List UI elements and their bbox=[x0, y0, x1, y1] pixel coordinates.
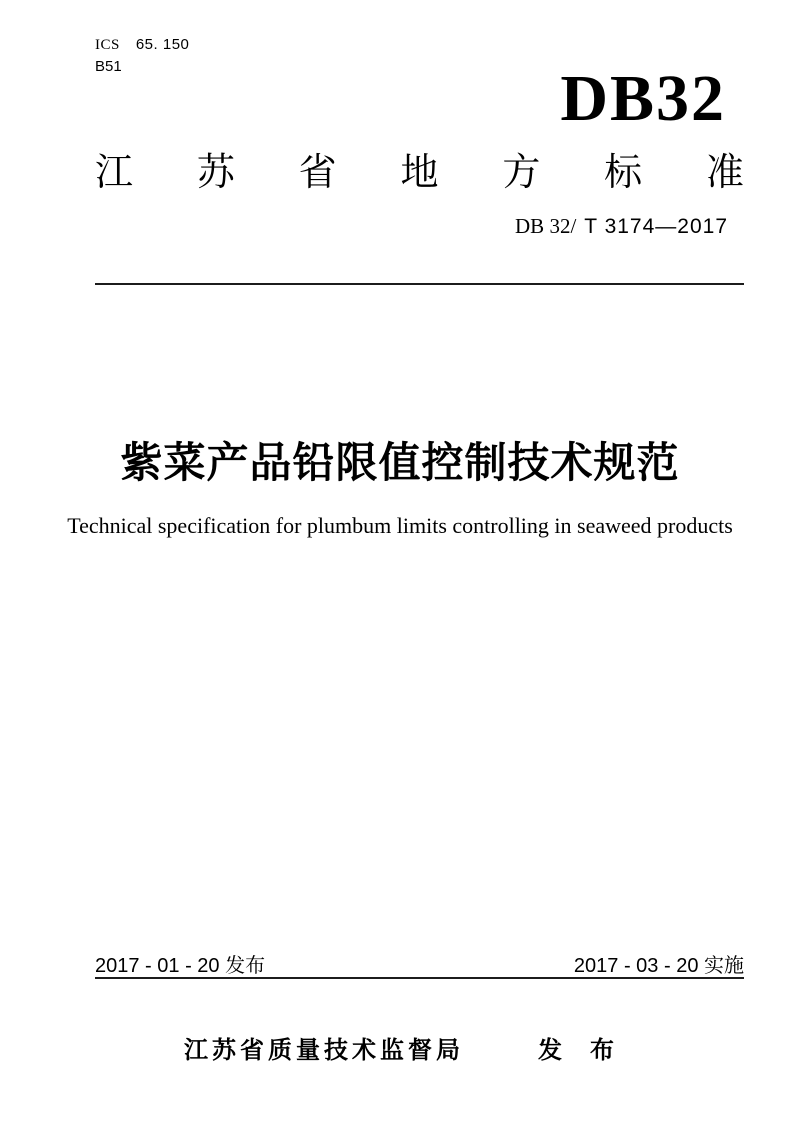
document-title-en: Technical specification for plumbum limits controlling in seaweed products bbox=[67, 513, 733, 538]
designation-prefix: DB 32/ bbox=[515, 214, 577, 238]
ics-code-row bbox=[95, 36, 189, 54]
issuing-authority: 江苏省质量技术监督局 bbox=[184, 1037, 464, 1064]
footer-divider-line bbox=[95, 977, 744, 979]
standard-category-heading: 江苏省地方标准 bbox=[95, 152, 744, 194]
db32-logo: DB32 bbox=[560, 62, 726, 135]
ics-value: 65. 150 bbox=[135, 36, 190, 53]
document-class-code: B51 bbox=[95, 58, 122, 75]
issue-date: 2017 - 01 - 20 发布 bbox=[95, 955, 266, 977]
publish-label: 发 布 bbox=[538, 1037, 616, 1064]
document-title-zh: 紫菜产品铅限值控制技术规范 bbox=[120, 439, 680, 486]
designation-number: T 3174—2017 bbox=[584, 215, 728, 238]
standard-designation bbox=[515, 214, 728, 239]
publisher-row bbox=[0, 1030, 800, 1065]
dates-row bbox=[95, 949, 744, 978]
header-divider-line bbox=[95, 283, 744, 285]
ics-label: ICS bbox=[95, 37, 120, 53]
implementation-date: 2017 - 03 - 20 实施 bbox=[573, 955, 744, 977]
